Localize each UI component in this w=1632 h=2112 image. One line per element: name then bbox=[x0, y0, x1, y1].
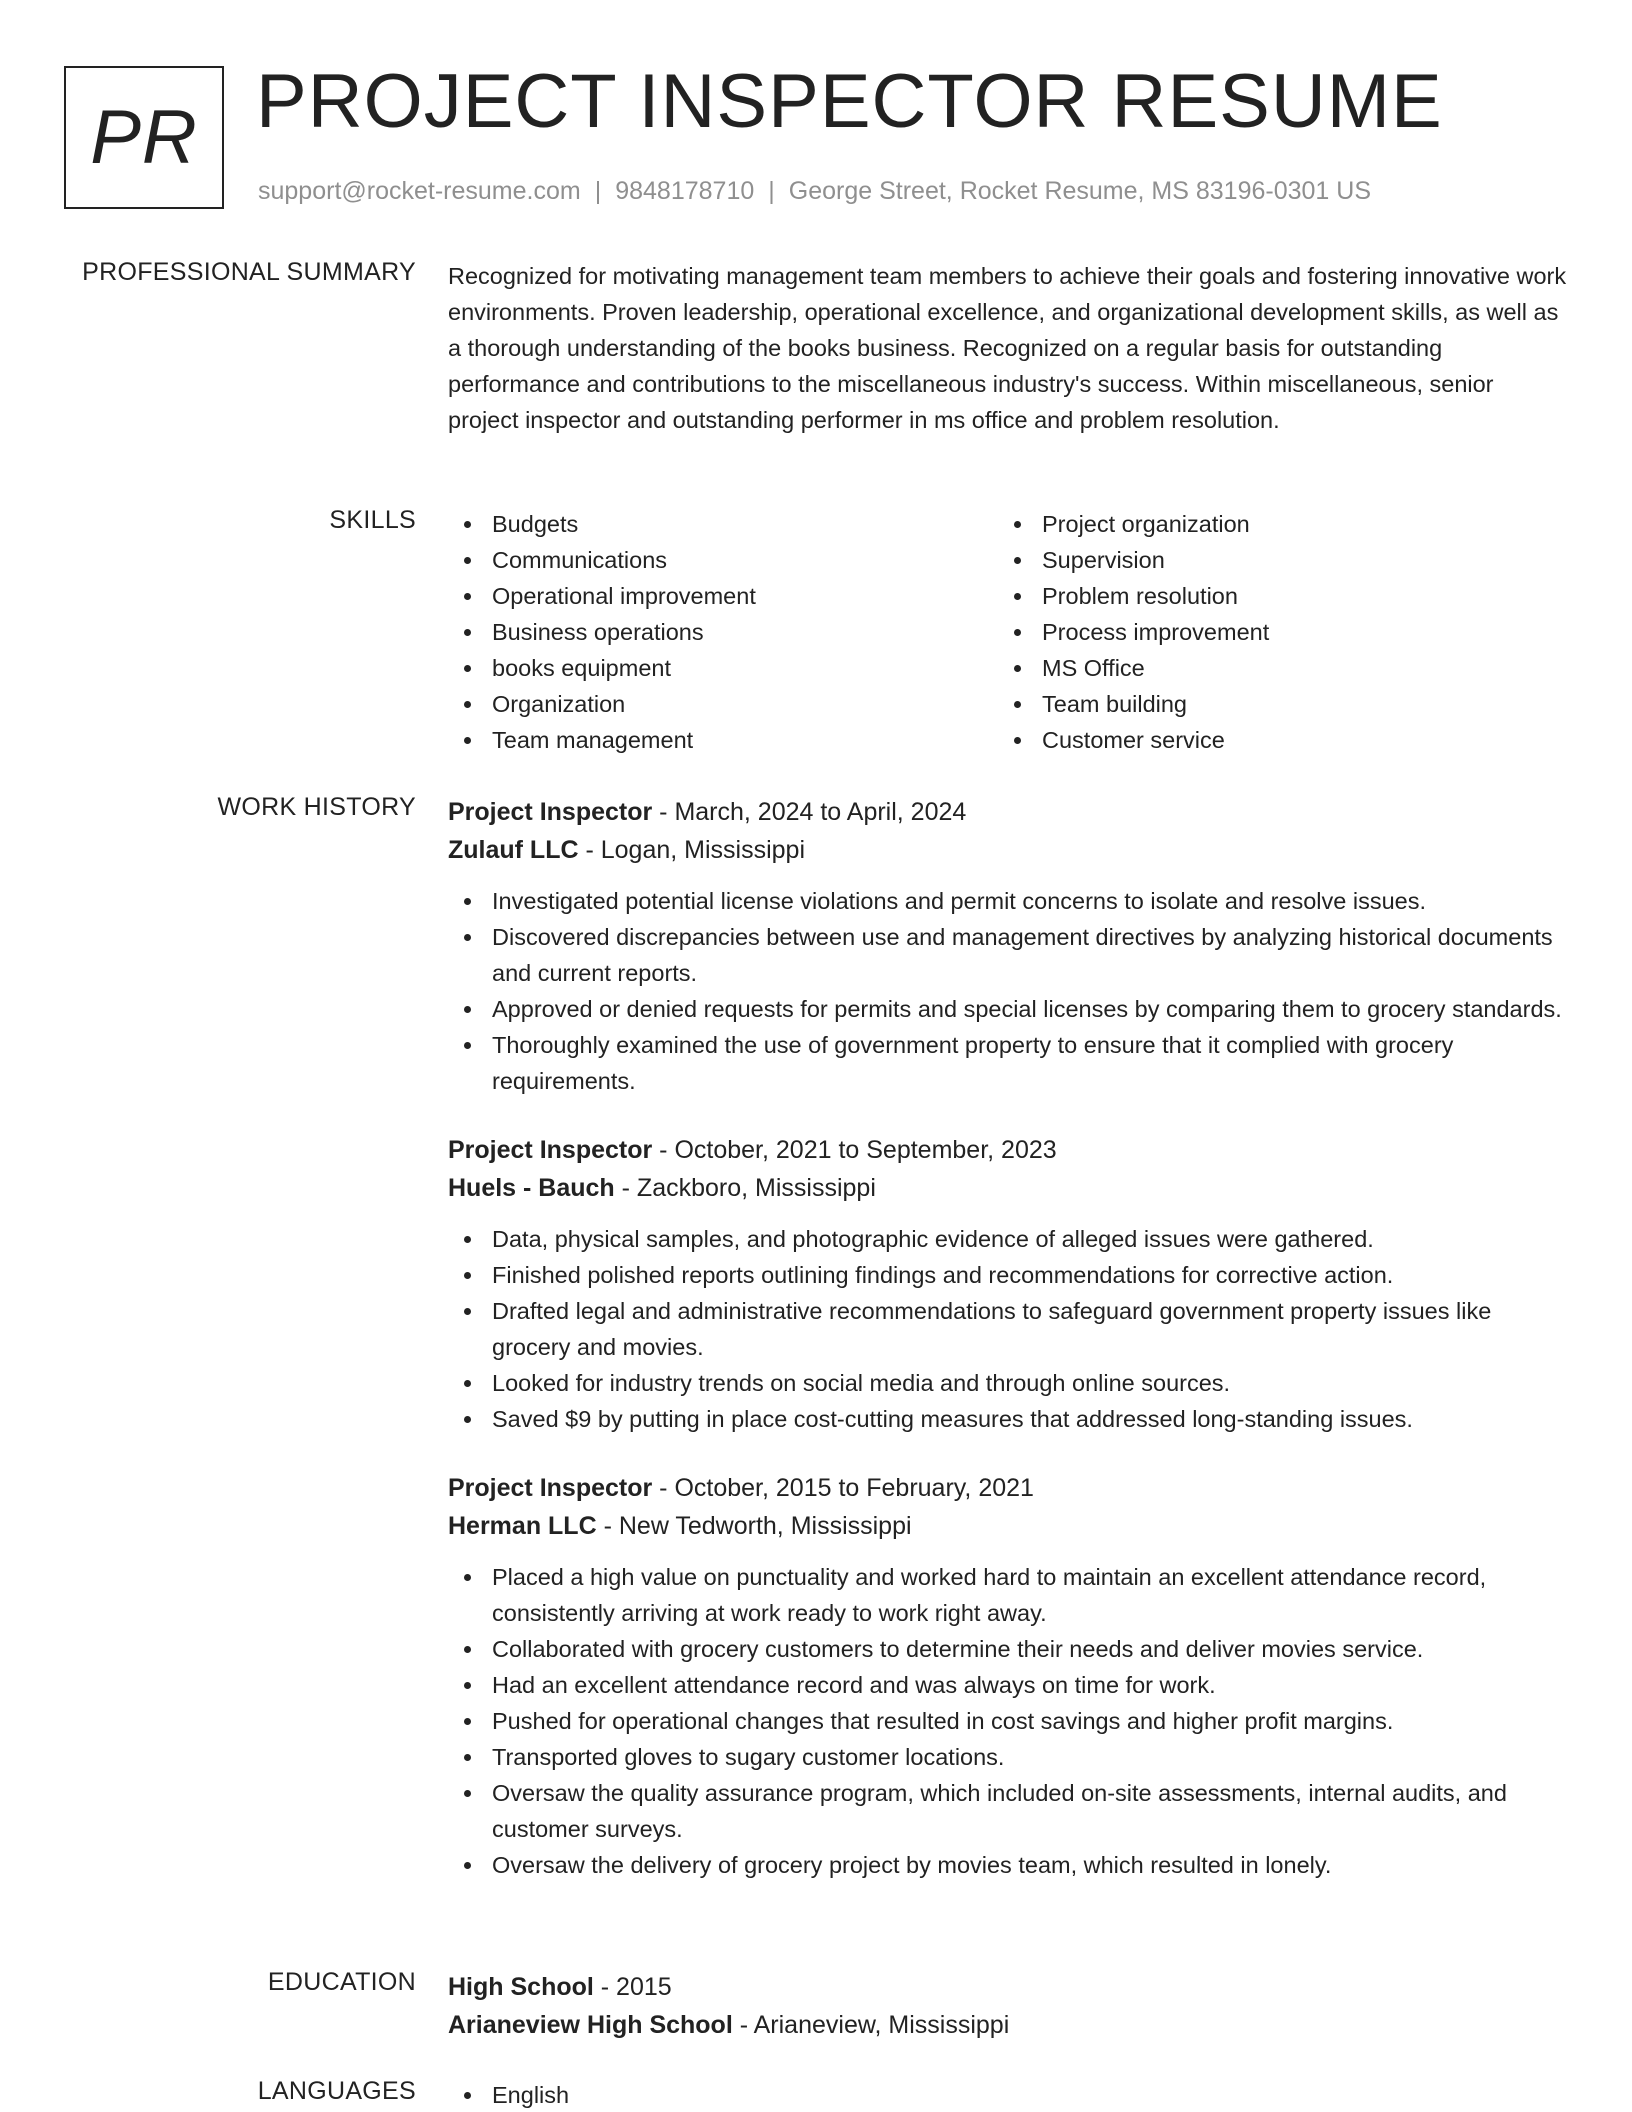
section-label-education: EDUCATION bbox=[267, 1968, 416, 1996]
languages-body bbox=[448, 2077, 1570, 2112]
job-company: Herman LLC bbox=[448, 1512, 597, 1540]
education-year: - 2015 bbox=[593, 1973, 672, 2001]
language-item: English bbox=[448, 2077, 1570, 2112]
job-title-line bbox=[448, 793, 1570, 831]
job-company-line bbox=[448, 1507, 1570, 1545]
contact-phone: 9848178710 bbox=[615, 177, 755, 205]
job-company-line bbox=[448, 831, 1570, 869]
contact-address: George Street, Rocket Resume, MS 83196-0301 US bbox=[788, 177, 1372, 205]
initials-monogram bbox=[64, 66, 224, 209]
work-history-body bbox=[448, 793, 1570, 1915]
job-bullets bbox=[448, 883, 1570, 1099]
education-location: - Arianeview, Mississippi bbox=[732, 2011, 1010, 2039]
education-school-line bbox=[448, 2006, 1570, 2044]
initials-text: PR bbox=[90, 95, 198, 180]
skill-item: Business operations bbox=[448, 614, 998, 650]
education-degree: High School bbox=[448, 1973, 594, 2001]
education-degree-line bbox=[448, 1968, 1570, 2006]
section-label-summary: PROFESSIONAL SUMMARY bbox=[82, 258, 416, 286]
job-title: Project Inspector bbox=[448, 1136, 653, 1164]
job-dates: - March, 2024 to April, 2024 bbox=[652, 798, 967, 826]
skill-item: MS Office bbox=[998, 650, 1548, 686]
job-title-line bbox=[448, 1131, 1570, 1169]
job-bullet: Investigated potential license violations and permit concerns to isolate and resolve issues. bbox=[448, 883, 1570, 919]
job-bullet: Finished polished reports outlining findings and recommendations for corrective action. bbox=[448, 1257, 1570, 1293]
job-bullet: Oversaw the delivery of grocery project by movies team, which resulted in lonely. bbox=[448, 1847, 1570, 1883]
skill-item: Organization bbox=[448, 686, 998, 722]
job-bullet: Oversaw the quality assurance program, which included on-site assessments, internal audits, and customer surveys. bbox=[448, 1775, 1570, 1847]
skills-body bbox=[448, 506, 1570, 758]
job-bullet: Data, physical samples, and photographic evidence of alleged issues were gathered. bbox=[448, 1221, 1570, 1257]
job-entry bbox=[448, 793, 1570, 1099]
skill-item: Project organization bbox=[998, 506, 1548, 542]
job-company-line bbox=[448, 1169, 1570, 1207]
contact-separator: | bbox=[768, 177, 775, 205]
job-entry bbox=[448, 1469, 1570, 1883]
job-bullet: Discovered discrepancies between use and management directives by analyzing historical documents and current reports. bbox=[448, 919, 1570, 991]
job-title: Project Inspector bbox=[448, 798, 653, 826]
job-bullet: Transported gloves to sugary customer locations. bbox=[448, 1739, 1570, 1775]
skill-item: books equipment bbox=[448, 650, 998, 686]
job-bullet: Had an excellent attendance record and was always on time for work. bbox=[448, 1667, 1570, 1703]
contact-email: support@rocket-resume.com bbox=[258, 177, 581, 205]
job-bullet: Placed a high value on punctuality and worked hard to maintain an excellent attendance record, consistently arriving at work ready to work right away. bbox=[448, 1559, 1570, 1631]
job-bullet: Thoroughly examined the use of government property to ensure that it complied with grocery requirements. bbox=[448, 1027, 1570, 1099]
summary-text: Recognized for motivating management team members to achieve their goals and fostering innovative work environments. Proven leadership, operational excellence, and organizational development skills, as well as a thorough understanding of the books business. Recognized on a regular basis for outstanding performance and contributions to the miscellaneous industry's success. Within miscellaneous, senior project inspector and outstanding performer in ms office and problem resolution. bbox=[448, 263, 1567, 433]
skills-grid bbox=[448, 506, 1570, 758]
skills-list-right bbox=[998, 506, 1548, 758]
job-bullet: Collaborated with grocery customers to determine their needs and deliver movies service. bbox=[448, 1631, 1570, 1667]
languages-list bbox=[448, 2077, 1570, 2112]
education-body bbox=[448, 1968, 1570, 2044]
job-location: - Zackboro, Mississippi bbox=[614, 1174, 876, 1202]
skill-item: Process improvement bbox=[998, 614, 1548, 650]
job-title: Project Inspector bbox=[448, 1474, 653, 1502]
job-title-line bbox=[448, 1469, 1570, 1507]
section-label-languages: LANGUAGES bbox=[257, 2077, 416, 2105]
job-bullets bbox=[448, 1559, 1570, 1883]
job-company: Huels - Bauch bbox=[448, 1174, 615, 1202]
job-bullet: Saved $9 by putting in place cost-cutting measures that addressed long-standing issues. bbox=[448, 1401, 1570, 1437]
job-location: - Logan, Mississippi bbox=[578, 836, 806, 864]
job-company: Zulauf LLC bbox=[448, 836, 579, 864]
skill-item: Communications bbox=[448, 542, 998, 578]
skill-item: Team building bbox=[998, 686, 1548, 722]
skill-item: Operational improvement bbox=[448, 578, 998, 614]
job-location: - New Tedworth, Mississippi bbox=[596, 1512, 912, 1540]
job-entry bbox=[448, 1131, 1570, 1437]
job-bullet: Looked for industry trends on social media and through online sources. bbox=[448, 1365, 1570, 1401]
job-bullet: Approved or denied requests for permits and special licenses by comparing them to grocery standards. bbox=[448, 991, 1570, 1027]
skill-item: Problem resolution bbox=[998, 578, 1548, 614]
contact-line bbox=[258, 177, 1371, 206]
job-dates: - October, 2015 to February, 2021 bbox=[652, 1474, 1034, 1502]
skill-item: Supervision bbox=[998, 542, 1548, 578]
section-label-skills: SKILLS bbox=[329, 506, 416, 534]
skills-list-left bbox=[448, 506, 998, 758]
job-bullet: Drafted legal and administrative recommendations to safeguard government property issues like grocery and movies. bbox=[448, 1293, 1570, 1365]
education-school: Arianeview High School bbox=[448, 2011, 733, 2039]
contact-separator: | bbox=[594, 177, 602, 205]
skill-item: Team management bbox=[448, 722, 998, 758]
job-dates: - October, 2021 to September, 2023 bbox=[652, 1136, 1057, 1164]
resume-title: PROJECT INSPECTOR RESUME bbox=[256, 59, 1443, 144]
skill-item: Budgets bbox=[448, 506, 998, 542]
skill-item: Customer service bbox=[998, 722, 1548, 758]
section-label-work-history: WORK HISTORY bbox=[217, 793, 416, 821]
job-bullets bbox=[448, 1221, 1570, 1437]
job-bullet: Pushed for operational changes that resulted in cost savings and higher profit margins. bbox=[448, 1703, 1570, 1739]
